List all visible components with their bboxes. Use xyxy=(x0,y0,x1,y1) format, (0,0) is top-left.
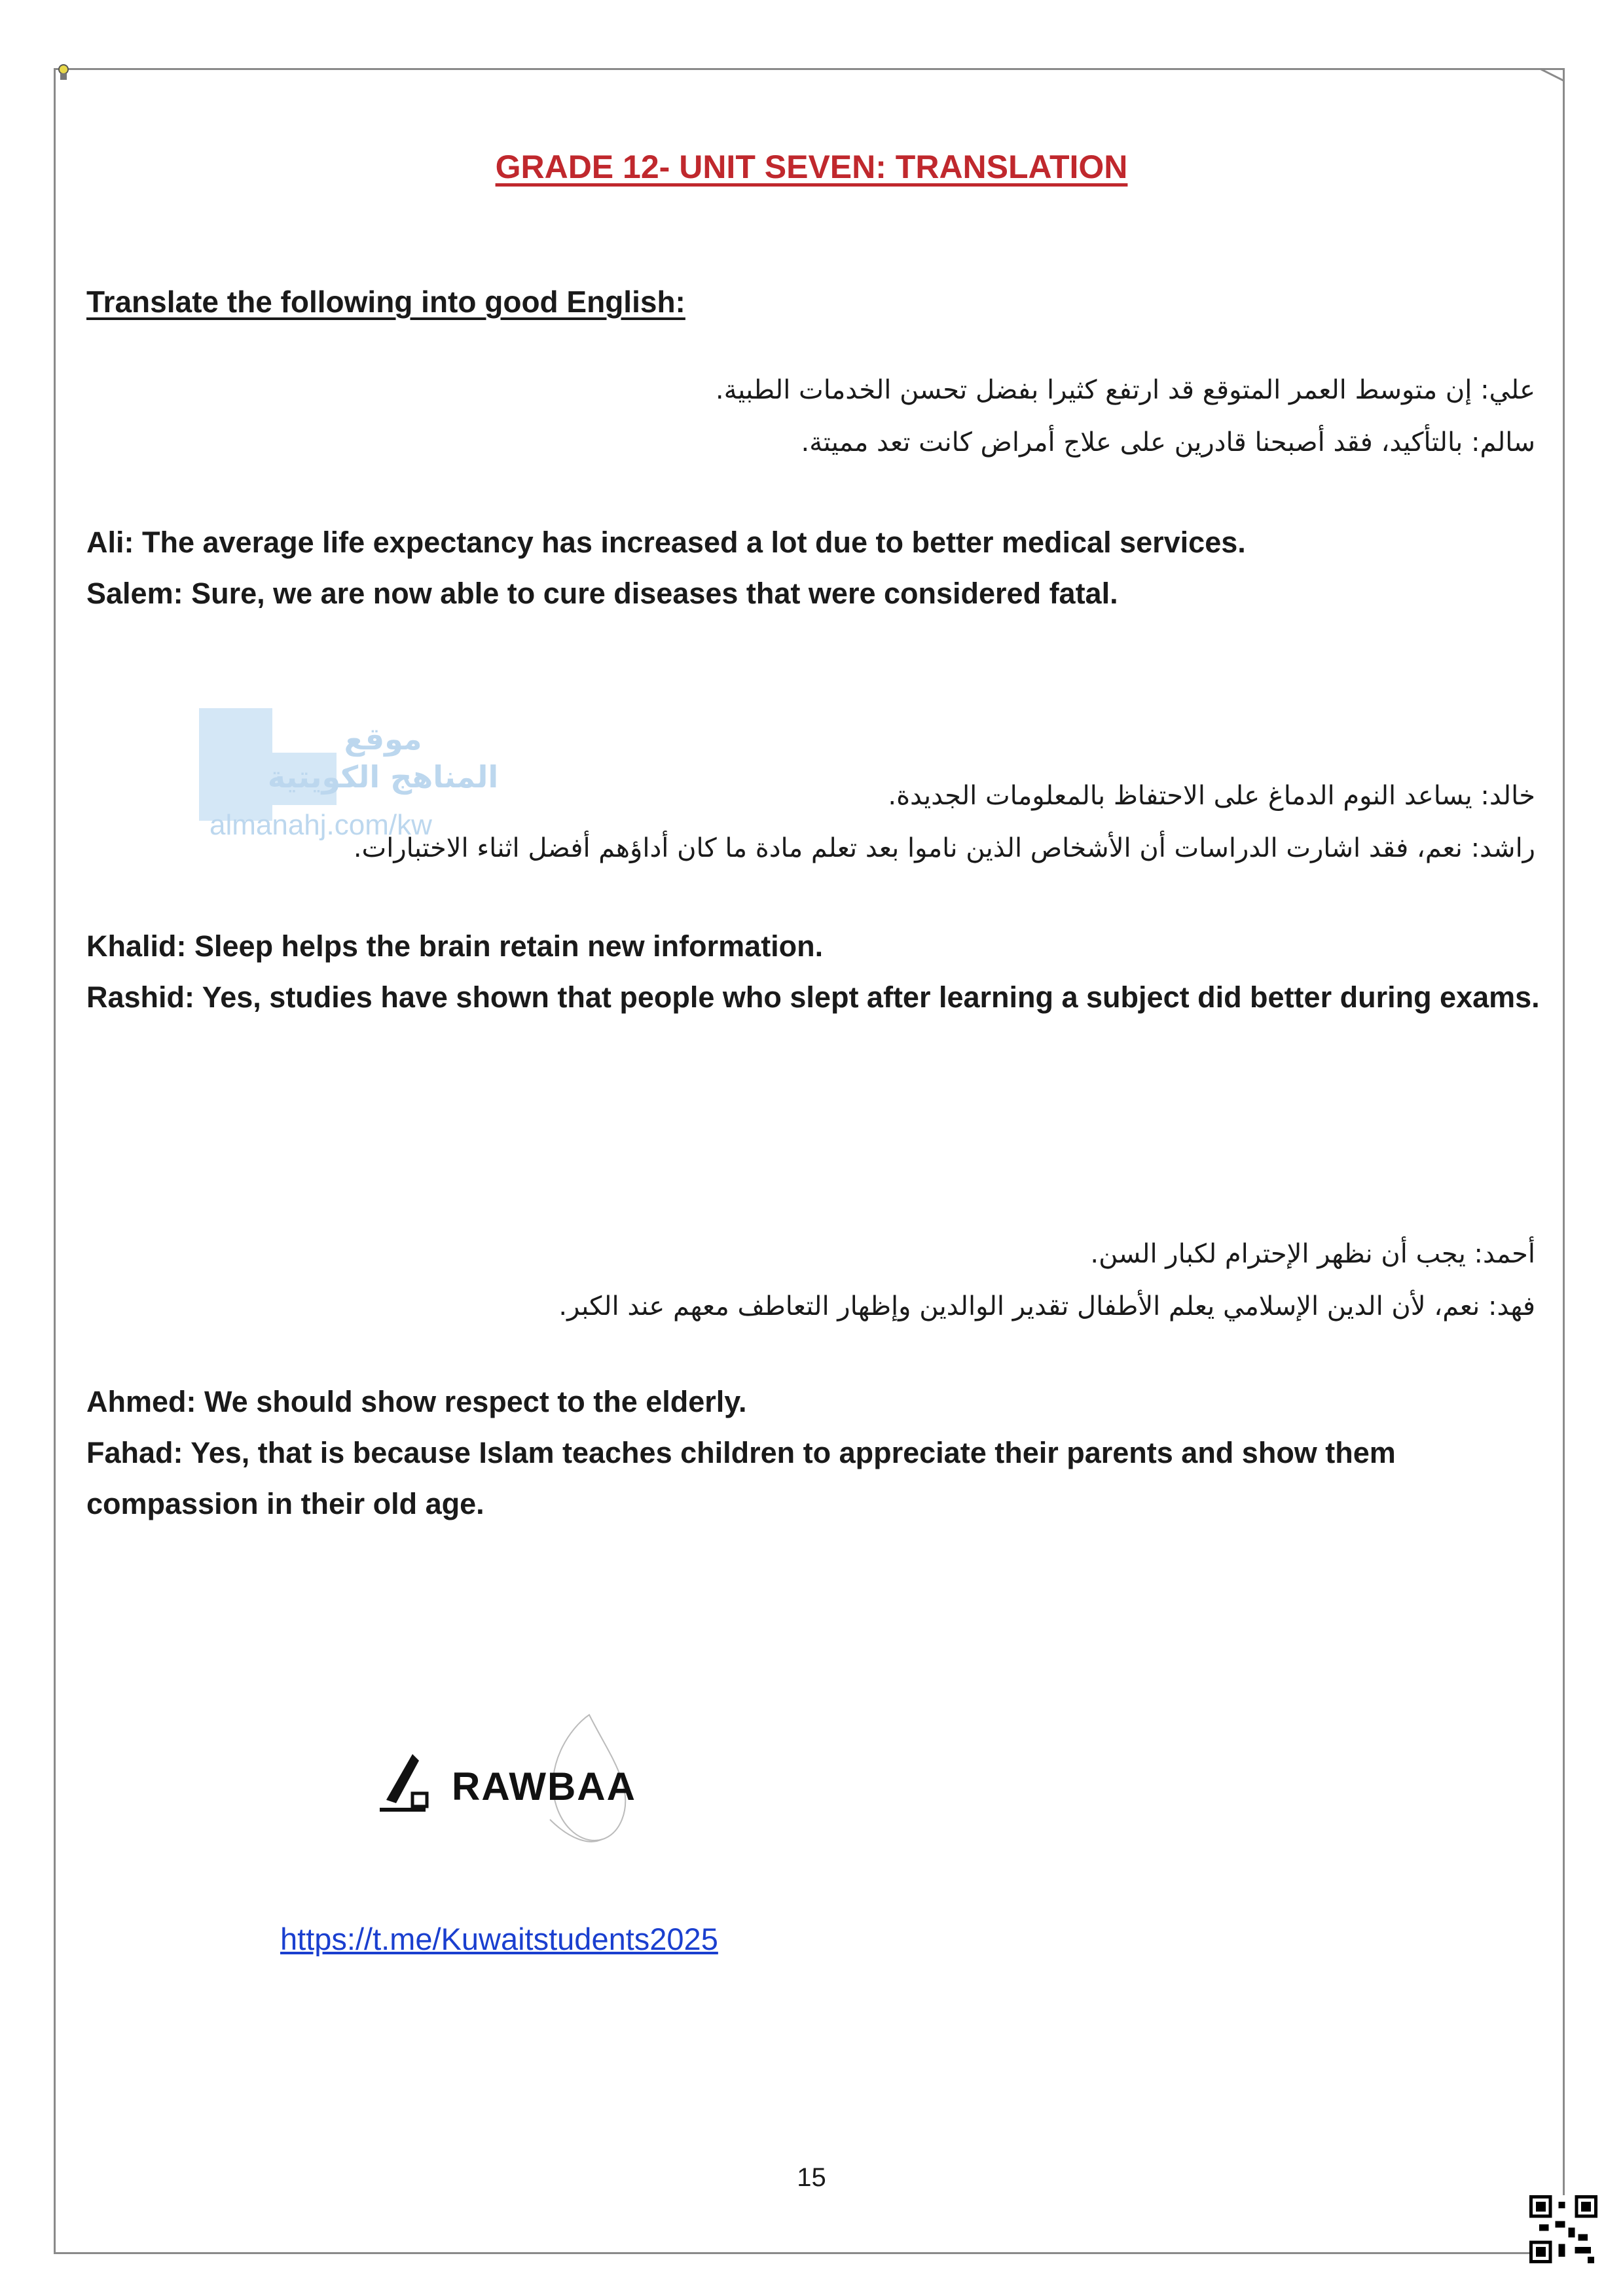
arabic-line: علي: إن متوسط العمر المتوقع قد ارتفع كثيرا بفضل تحسن الخدمات الطبية. xyxy=(715,375,1535,405)
english-line: Rashid: Yes, studies have shown that people who slept after learning a subject did better during exams. xyxy=(86,980,1540,1014)
pin-icon xyxy=(55,63,72,82)
watermark-ar-line1: موقع xyxy=(344,721,422,757)
page-title: GRADE 12- UNIT SEVEN: TRANSLATION xyxy=(495,149,1128,185)
english-line: Ali: The average life expectancy has increased a lot due to better medical services. xyxy=(86,526,1246,559)
page-number: 15 xyxy=(797,2163,826,2192)
english-line: Ahmed: We should show respect to the elderly. xyxy=(86,1385,747,1418)
arabic-line: فهد: نعم، لأن الدين الإسلامي يعلم الأطفال تقدير الوالدين وإظهار التعاطف معهم عند الكبر. xyxy=(558,1291,1535,1321)
arabic-line: خالد: يساعد النوم الدماغ على الاحتفاظ بالمعلومات الجديدة. xyxy=(888,781,1535,811)
arabic-block-3 xyxy=(95,1228,1535,1333)
page-fold-icon xyxy=(1539,68,1565,94)
english-line: Khalid: Sleep helps the brain retain new information. xyxy=(86,929,824,963)
watermark-url: almanahj.com/kw xyxy=(210,809,432,841)
qr-code-icon xyxy=(1529,2195,1597,2263)
arabic-line: راشد: نعم، فقد اشارت الدراسات أن الأشخاص الذين ناموا بعد تعلم مادة ما كان أداؤهم أفضل اثناء الاختبارات. xyxy=(353,833,1535,863)
logo-text: RAWBAA xyxy=(452,1765,636,1808)
telegram-link[interactable]: https://t.me/Kuwaitstudents2025 xyxy=(280,1922,718,1956)
arabic-line: سالم: بالتأكيد، فقد أصبحنا قادرين على علاج أمراض كانت تعد مميتة. xyxy=(801,427,1535,457)
english-block-1 xyxy=(86,517,1546,619)
english-block-2 xyxy=(86,921,1546,1023)
english-block-3 xyxy=(86,1376,1546,1530)
english-line: Fahad: Yes, that is because Islam teaches children to appreciate their parents and show them compassion in their old age. xyxy=(86,1436,1396,1520)
arabic-block-1 xyxy=(95,364,1535,469)
instruction-heading: Translate the following into good English: xyxy=(86,285,685,319)
english-line: Salem: Sure, we are now able to cure diseases that were considered fatal. xyxy=(86,577,1118,610)
arabic-line: أحمد: يجب أن نظهر الإحترام لكبار السن. xyxy=(1090,1239,1535,1269)
watermark-ar-line2: المناهج الكويتية xyxy=(267,759,499,795)
arabic-block-2 xyxy=(95,770,1535,874)
